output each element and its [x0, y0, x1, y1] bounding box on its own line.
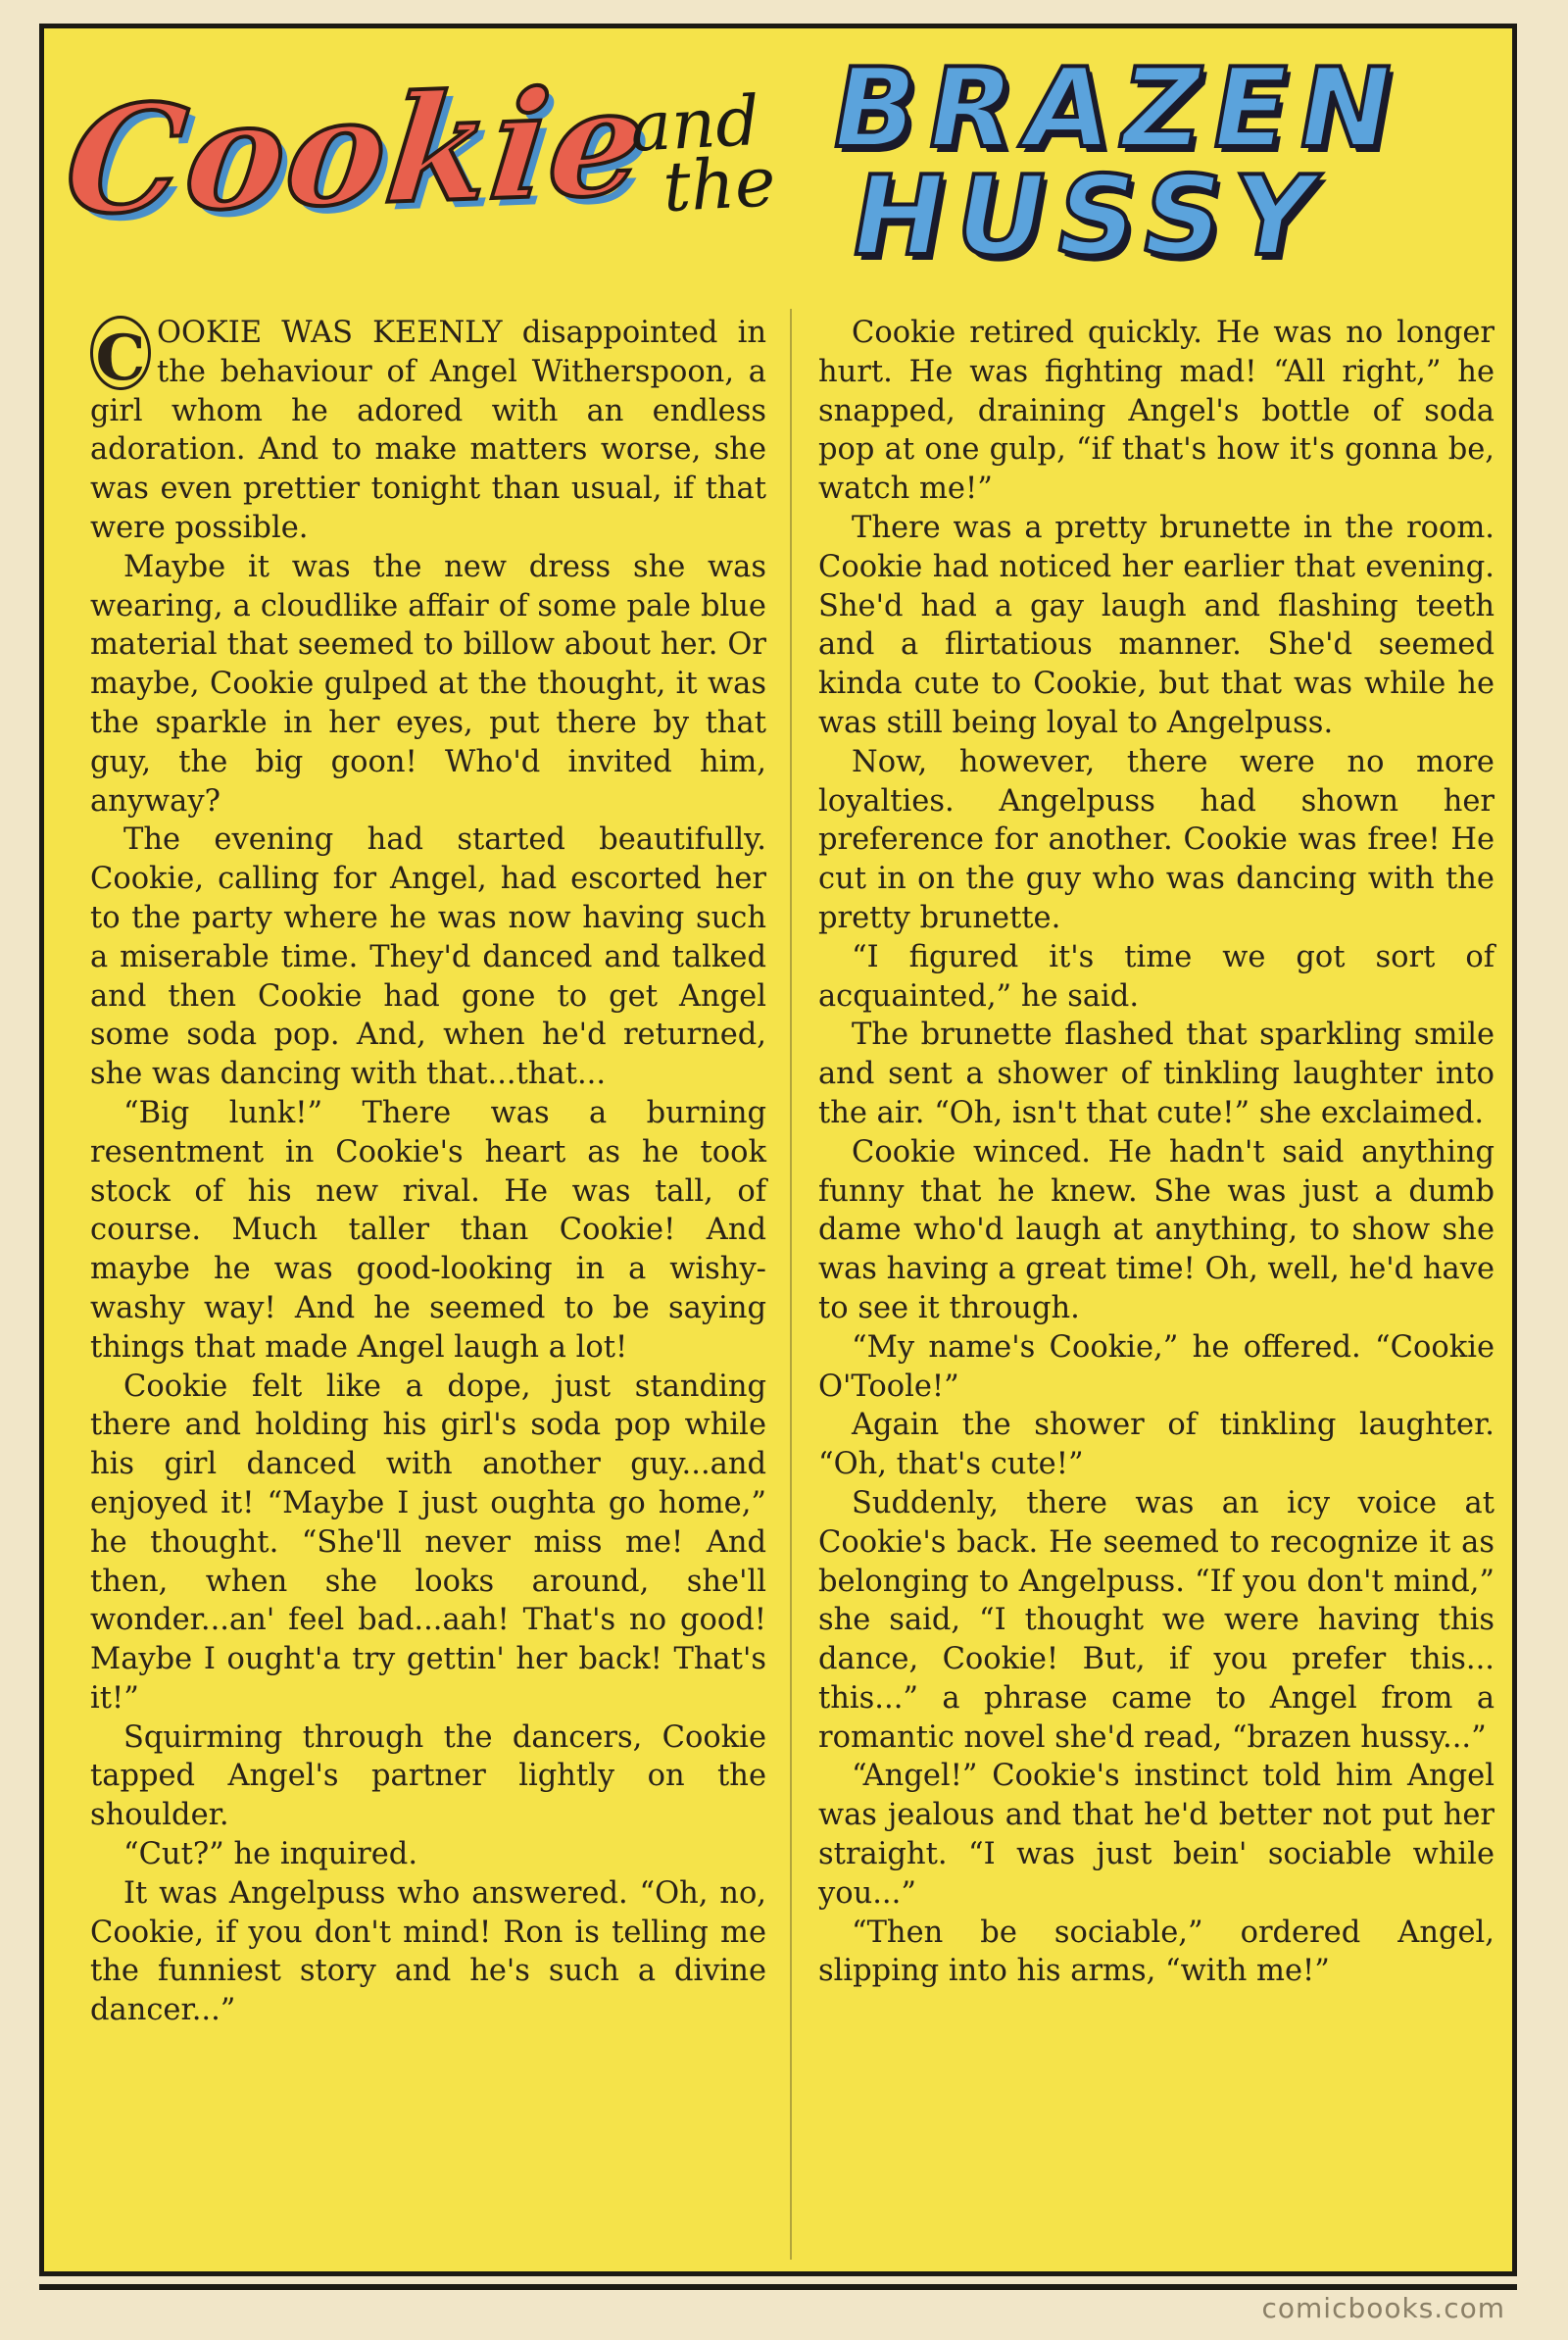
paragraph: “My name's Cookie,” he offered. “Cookie O'Toole!” — [818, 1329, 1494, 1404]
paragraph: The evening had started beautifully. Cookie, calling for Angel, had escorted her to the party where he was now having such a miserable time. They'd danced and talked and then Cookie had gone to get Angel some soda pop. And, when he'd returned, she was dancing with that...that... — [90, 822, 766, 1092]
paragraph: Suddenly, there was an icy voice at Cookie's back. He seemed to recognize it as belonging to Angelpuss. “If you don't mind,” she said, “I thought we were having this dance, Cookie! But, if you prefer this... this...” a phrase came to Angel from a romantic novel she'd read, “brazen hussy...” — [818, 1485, 1494, 1755]
paragraph: Maybe it was the new dress she was wearing, a cloudlike affair of some pale blue material that seemed to billow about her. Or maybe, Cookie gulped at the thought, it was the sparkle in her eyes, put there by that guy, the big goon! Who'd invited him, anyway? — [90, 549, 766, 819]
paragraph: “Big lunk!” There was a burning resentment in Cookie's heart as he took stock of his new rival. He was tall, of course. Much taller than Cookie! And maybe he was good-looking in a wishy-washy way! And he seemed to be saying things that made Angel laugh a lot! — [90, 1095, 766, 1365]
right-column — [818, 314, 1494, 1991]
left-column — [90, 314, 766, 2030]
paragraph: The brunette flashed that sparkling smile and sent a shower of tinkling laughter into the air. “Oh, isn't that cute!” she exclaimed. — [818, 1018, 1494, 1130]
title-cookie: Cookie — [58, 55, 656, 249]
paragraph: Squirming through the dancers, Cookie tapped Angel's partner lightly on the shoulder. — [90, 1719, 766, 1833]
paragraph: Cookie felt like a dope, just standing there and holding his girl's soda pop while his girl danced with another guy...and enjoyed it! “Maybe I just oughta go home,” he thought. “She'll never miss me! And then, when she looks around, she'll wonder...an' feel bad...aah! That's no good! Maybe I ought'a try gettin' her back! That's it!” — [90, 1369, 766, 1716]
paragraph: “Cut?” he inquired. — [123, 1837, 418, 1872]
title-hussy: HUSSY — [841, 153, 1337, 280]
paragraph: Cookie winced. He hadn't said anything funny that he knew. She was just a dumb dame who'd laugh at anything, to show she was having a great time! Oh, well, he'd have to see it through. — [818, 1134, 1494, 1325]
paragraph: It was Angelpuss who answered. “Oh, no, Cookie, if you don't mind! Ron is telling me the funniest story and he's such a divine dancer...” — [90, 1875, 766, 2028]
title-and: and — [628, 79, 762, 168]
paragraph: Again the shower of tinkling laughter. “Oh, that's cute!” — [818, 1408, 1494, 1482]
source-watermark[interactable]: comicbooks.com — [1261, 2292, 1505, 2324]
column-divider — [790, 309, 792, 2260]
paragraph: Now, however, there were no more loyalties. Angelpuss had shown her preference for another. Cookie was free! He cut in on the guy who was dancing with the pretty brunette. — [818, 744, 1494, 935]
title-brazen: BRAZEN — [821, 45, 1415, 173]
title-and-the — [628, 79, 778, 228]
bottom-rule — [39, 2284, 1517, 2290]
paragraph: “I figured it's time we got sort of acquainted,” he said. — [818, 939, 1494, 1014]
paragraph: “Angel!” Cookie's instinct told him Angel was jealous and that he'd better not put her straight. “I was just bein' sociable while you...” — [818, 1759, 1494, 1911]
paragraph: There was a pretty brunette in the room. Cookie had noticed her earlier that evening. She'd had a gay laugh and flashing teeth and a flirtatious manner. She'd seemed kinda cute to Cookie, but that was while he was still being loyal to Angelpuss. — [818, 510, 1494, 740]
paragraph: OOKIE WAS KEENLY disappointed in the behaviour of Angel Witherspoon, a girl whom he adored with an endless adoration. And to make matters worse, she was even prettier tonight than usual, if that were possible. — [90, 316, 766, 545]
paragraph: Cookie retired quickly. He was no longer hurt. He was fighting mad! “All right,” he snapped, draining Angel's bottle of soda pop at one gulp, “if that's how it's gonna be, watch me!” — [818, 316, 1494, 507]
drop-cap: C — [90, 316, 151, 390]
paragraph: “Then be sociable,” ordered Angel, slipping into his arms, “with me!” — [818, 1915, 1494, 1989]
title-the: the — [661, 141, 778, 228]
